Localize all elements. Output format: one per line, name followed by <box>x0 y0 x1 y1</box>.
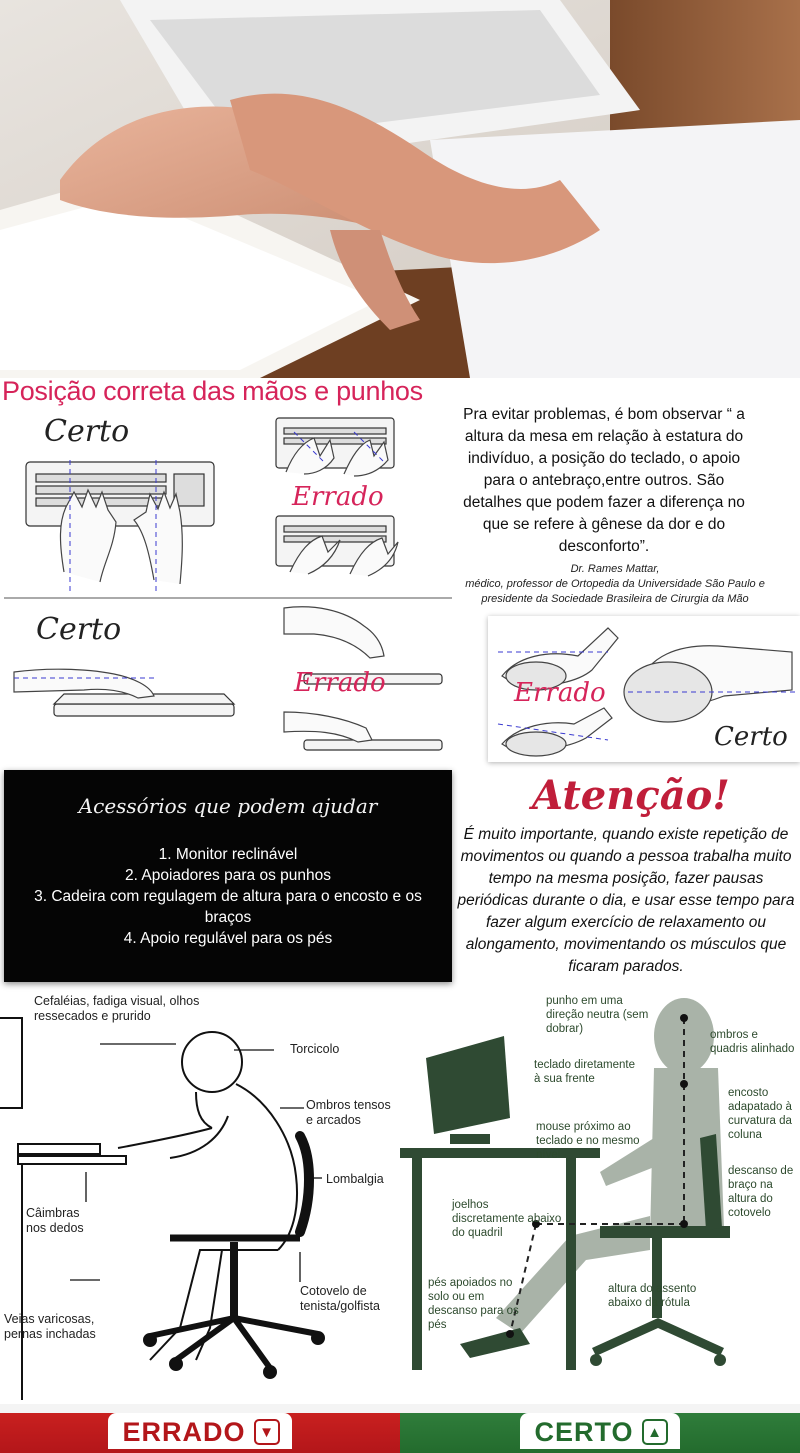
hero-photo-wrist-pain <box>0 0 800 378</box>
label-tennis-elbow: Cotovelo de tenista/golfista <box>300 1284 380 1313</box>
accessory-item: 2. Apoiadores para os punhos <box>125 867 331 884</box>
label-backrest: encosto adapatado à curvatura da coluna <box>728 1087 792 1141</box>
label-errado-top: Errado <box>292 482 384 512</box>
wrong-posture-diagram <box>0 988 400 1400</box>
accessories-title: Acessórios que podem ajudar <box>78 794 378 818</box>
label-seat-height: altura do assento abaixo da rótula <box>608 1283 697 1309</box>
accessories-list <box>4 844 452 949</box>
thumbs-down-icon: ▼ <box>254 1419 280 1445</box>
accessories-box <box>4 770 452 982</box>
author-affiliation: presidente da Sociedade Brasileira de Cirurgia da Mão <box>481 593 749 605</box>
attention-title: Atenção! <box>532 772 730 819</box>
right-posture-diagram <box>400 988 800 1400</box>
label-knees: joelhos discretamente abaixo do quadril <box>452 1199 562 1239</box>
banner-errado-pill <box>108 1413 291 1449</box>
hand-position-panel <box>4 412 452 762</box>
label-certo-top: Certo <box>44 414 130 449</box>
accessory-item: 3. Cadeira com regulagem de altura para o encosto e os braços <box>34 888 422 926</box>
hero-illustration <box>0 0 800 378</box>
banner-certo-pill <box>520 1413 679 1449</box>
label-shoulders: Ombros tensos e arcados <box>306 1098 391 1127</box>
banner-certo <box>400 1404 800 1453</box>
label-varicose-veins: Veias varicosas, pernas inchadas <box>4 1312 96 1341</box>
banner-errado-text: ERRADO <box>122 1416 246 1447</box>
label-low-back-pain: Lombalgia <box>326 1172 384 1186</box>
label-mouse-level: mouse próximo ao teclado e no mesmo nível <box>536 1121 640 1161</box>
accessory-item: 4. Apoio regulável para os pés <box>123 930 333 947</box>
page-title: Posição correta das mãos e punhos <box>2 376 423 406</box>
banner-errado <box>0 1404 400 1453</box>
attention-text: É muito importante, quando existe repetição de movimentos ou quando a pessoa trabalha muito tempo na mesma posição, fazer pausas periódicas durante o dia, e usar esse tempo para fazer algum exercício de relaxamento ou alongamento, movimentando os músculos que ficaram parados. <box>457 826 795 975</box>
label-aligned-shoulders: ombros e quadris alinhado <box>710 1029 795 1055</box>
label-feet: pés apoiados no solo ou em descanso para os pés <box>428 1277 519 1331</box>
quote-text: Pra evitar problemas, é bom observar “ a altura da mesa em relação à estatura do indivíduo, a posição do teclado, o apoio para o antebraço,entre outros. São detalhes que podem fazer a diferença no que se refere à gênese da dor e do desconforto”. <box>463 406 745 555</box>
label-errado-mouse: Errado <box>514 678 606 708</box>
label-armrest: descanso de braço na altura do cotovelo <box>728 1165 794 1219</box>
label-certo-mouse: Certo <box>714 722 788 752</box>
label-headache: Cefaléias, fadiga visual, olhos ressecados e prurido <box>34 994 200 1023</box>
mouse-position-panel <box>488 616 800 762</box>
label-torticollis: Torcicolo <box>290 1042 340 1056</box>
author-name: Dr. Rames Mattar, <box>570 563 660 575</box>
label-keyboard-front: teclado diretamente à sua frente <box>534 1059 636 1085</box>
keyboard-hands-illustration <box>4 412 452 762</box>
label-errado-bottom: Errado <box>294 668 386 698</box>
author-title: médico, professor de Ortopedia da Universidade São Paulo e <box>465 578 765 590</box>
label-neutral-wrist: punho em uma direção neutra (sem dobrar) <box>546 995 649 1035</box>
label-finger-cramps: Câimbras nos dedos <box>26 1206 84 1235</box>
label-certo-bottom: Certo <box>36 612 122 647</box>
quote-author <box>450 562 780 607</box>
accessory-item: 1. Monitor reclinável <box>158 846 298 863</box>
banner-certo-text: CERTO <box>534 1416 634 1447</box>
thumbs-up-icon: ▲ <box>642 1419 668 1445</box>
